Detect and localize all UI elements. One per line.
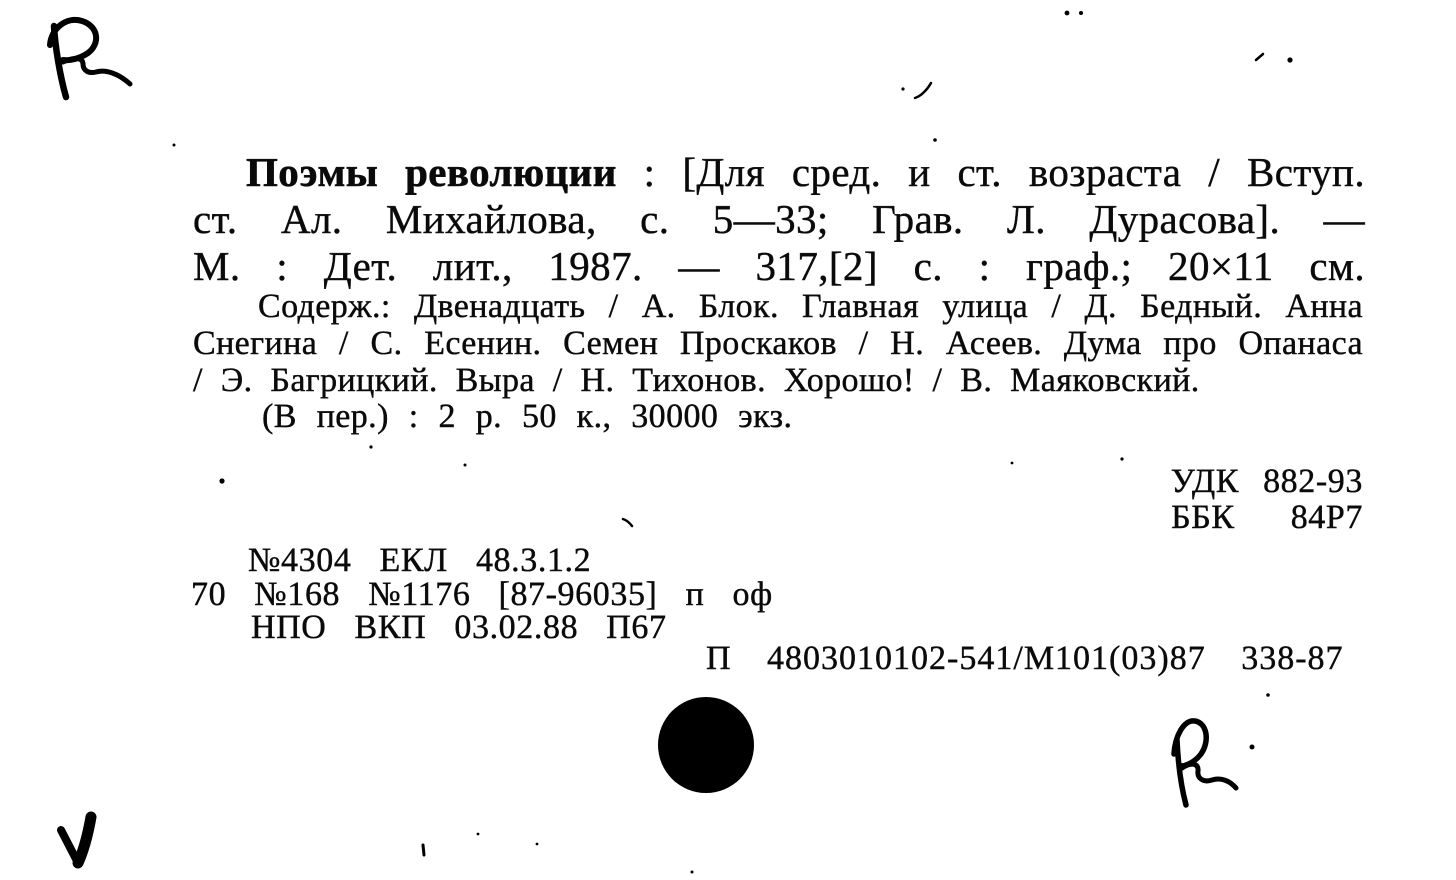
book-title: Поэмы революции [246, 149, 617, 195]
contents-line-3: / Э. Багрицкий. Выра / Н. Тихонов. Хорошо! / В. Маяковский. [193, 362, 1200, 399]
contents-line-1: Содерж.: Двенадцать / А. Блок. Главная улица / Д. Бедный. Анна [258, 288, 1363, 325]
scan-specks [173, 11, 1293, 874]
binding-price-line: (В пер.) : 2 р. 50 к., 30000 экз. [262, 398, 793, 435]
control-line-3: НПО ВКП 03.02.88 П67 [251, 609, 667, 646]
bbk-row [1171, 499, 1363, 537]
handwritten-mark-top-left [50, 20, 130, 97]
control-line-1: №4304 ЕКЛ 48.3.1.2 [248, 542, 592, 579]
title-line [246, 150, 1365, 194]
punch-hole [658, 697, 754, 793]
udk-row [1171, 463, 1363, 501]
udk-label: УДК [1170, 463, 1240, 500]
contents-line-2: Снегина / С. Есенин. Семен Проскаков / Н. Асеев. Дума про Опанаса [193, 325, 1363, 362]
title-statement: : [Для сред. и ст. возраста / Вступ. [643, 149, 1365, 195]
imprint-line: М. : Дет. лит., 1987. — 317,[2] с. : граф.; 20×11 см. [193, 243, 1365, 289]
control-line-2: 70 №168 №1176 [87-96035] п оф [191, 576, 773, 613]
handwritten-mark-bottom-right [1174, 693, 1270, 805]
bbk-label: ББК [1171, 499, 1235, 536]
bbk-value: 84Р7 [1290, 499, 1363, 536]
publisher-code-line: П 4803010102-541/М101(03)87 338-87 [706, 640, 1344, 677]
handwritten-checkmark [61, 817, 91, 863]
udk-value: 882-93 [1263, 463, 1363, 500]
statement-line-2: ст. Ал. Михайлова, с. 5—33; Грав. Л. Дурасова]. — [193, 196, 1365, 242]
